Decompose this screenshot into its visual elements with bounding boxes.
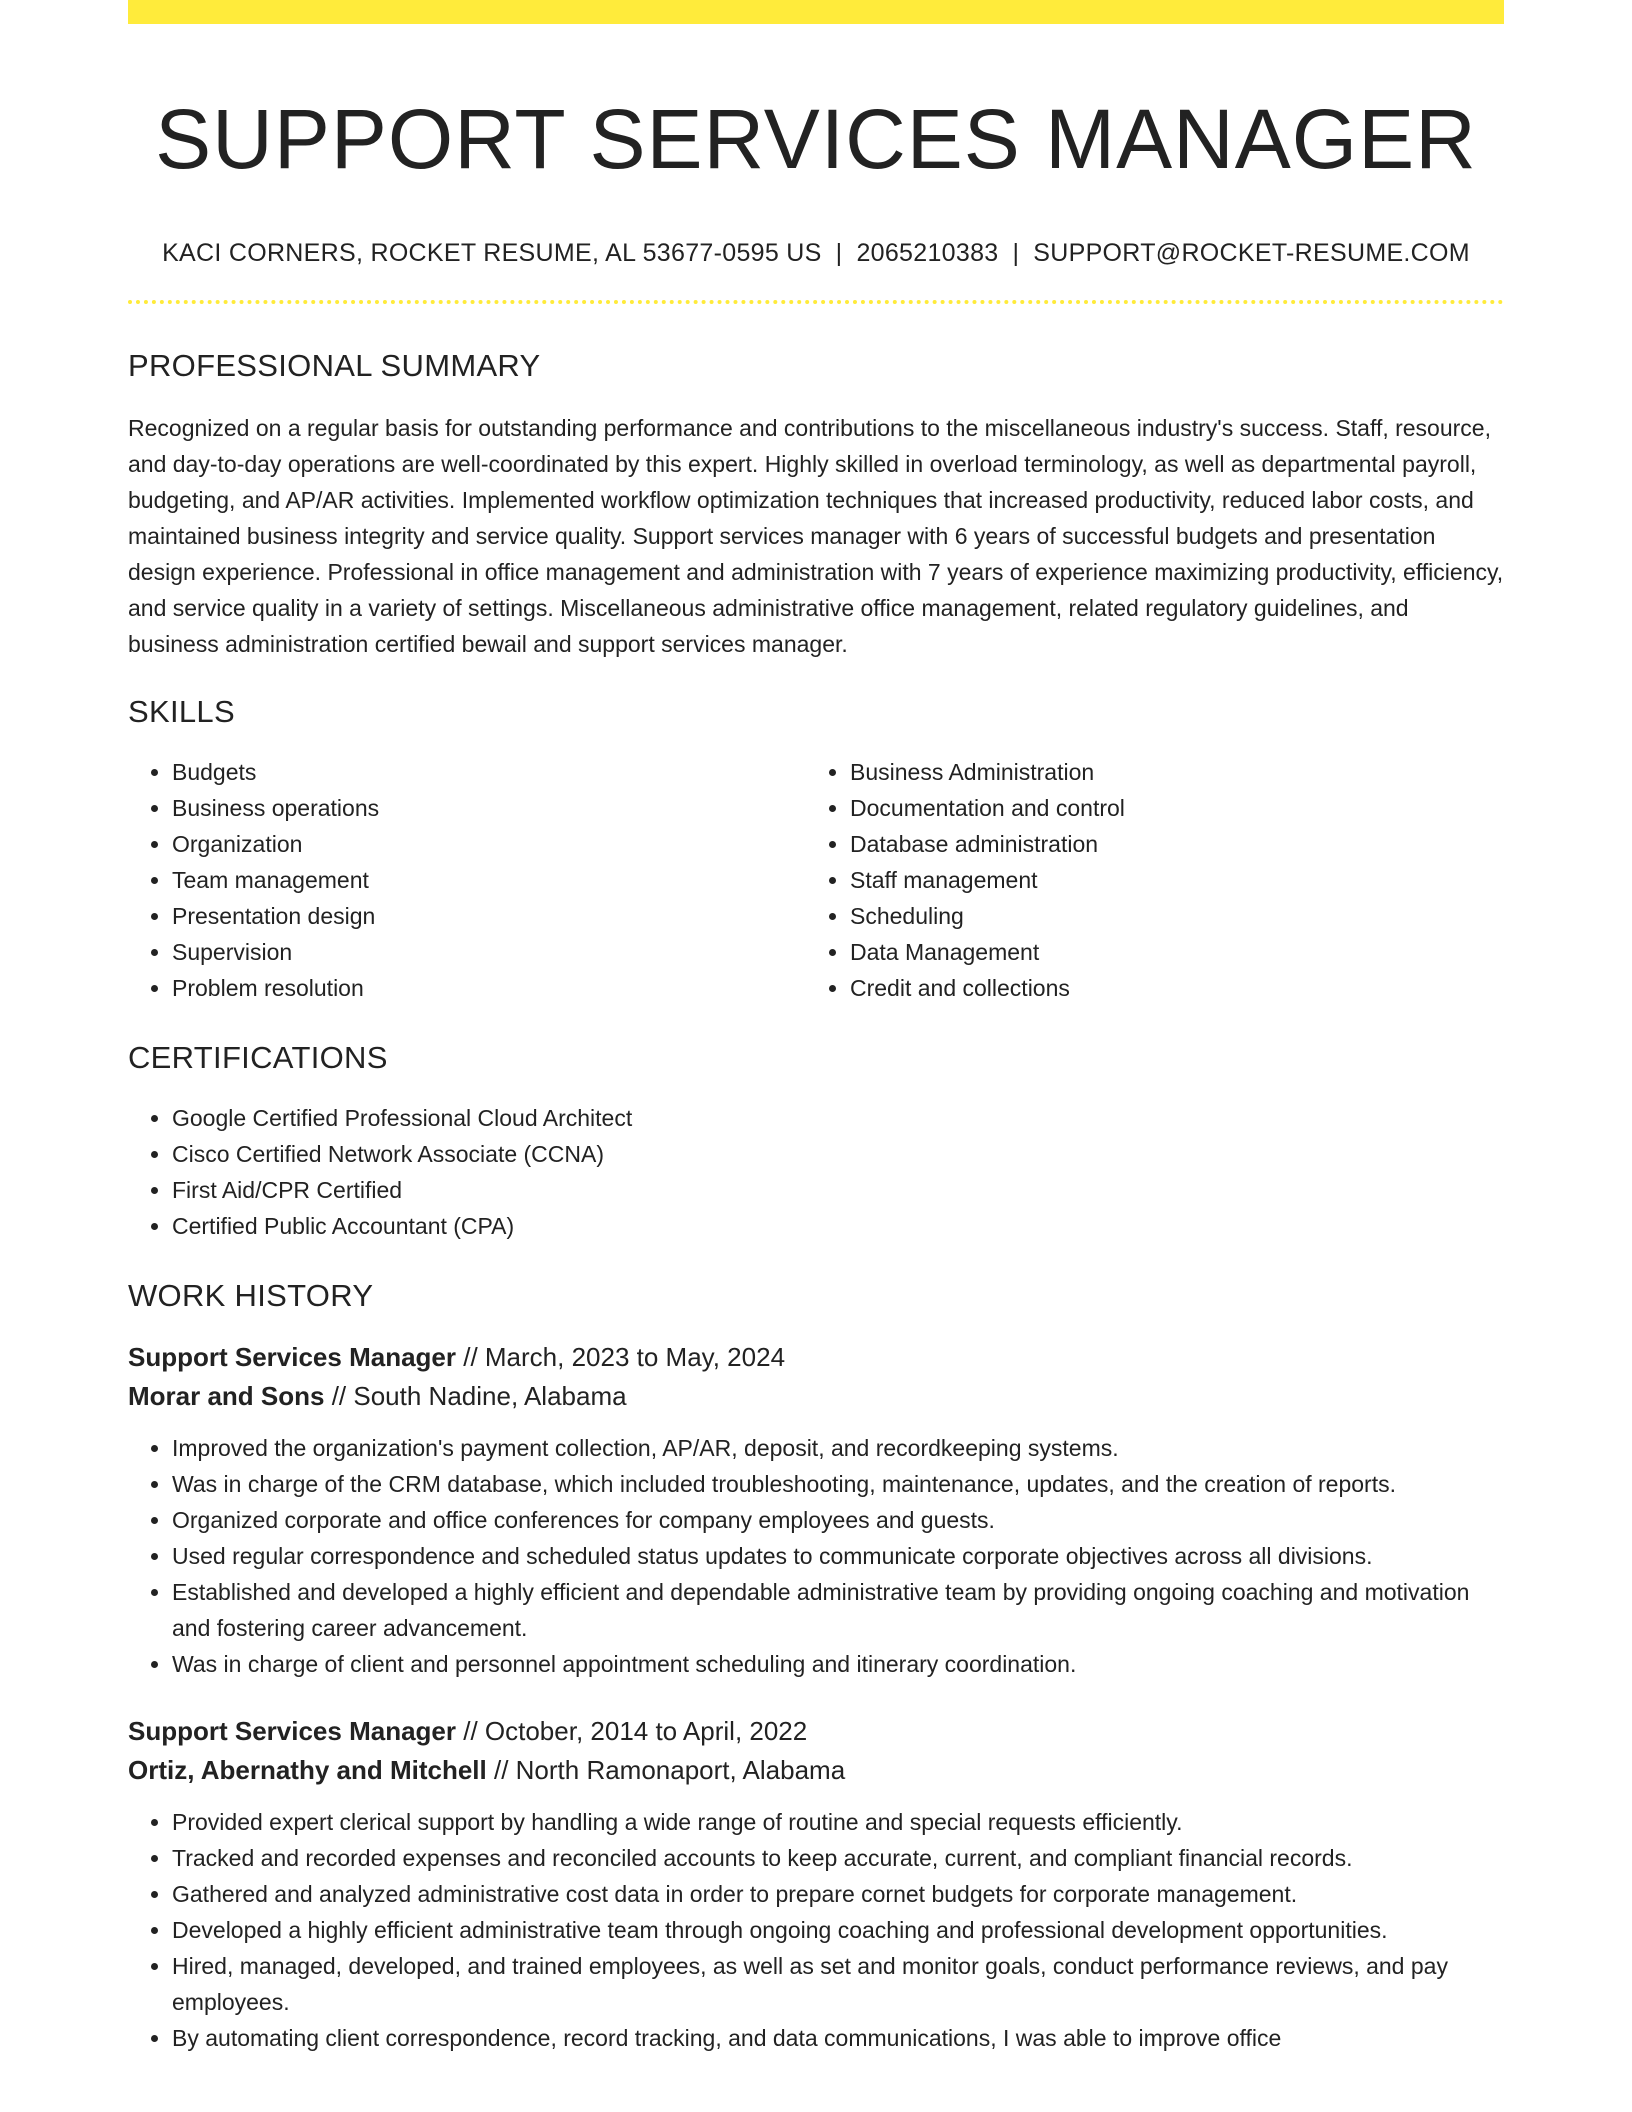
skill-item: • Problem resolution [172,970,806,1006]
accent-bar [128,0,1504,24]
job-role: Support Services Manager [128,1342,456,1372]
skill-item: • Business operations [172,790,806,826]
skill-item: • Scheduling [850,898,1484,934]
job-bullet: • By automating client correspondence, record tracking, and data communications, I was able to improve office [172,2020,1504,2056]
skills-left-list [128,754,806,1006]
job-bullet: • Hired, managed, developed, and trained employees, as well as set and monitor goals, conduct performance reviews, and pay employees. [172,1948,1504,2020]
job-role-line [128,1712,1504,1751]
job-role-line [128,1338,1504,1377]
job-company: Ortiz, Abernathy and Mitchell [128,1755,487,1785]
contact-address: KACI CORNERS, ROCKET RESUME, AL 53677-0595 US [162,239,822,267]
job-entry [128,1338,1504,1682]
job-bullet: • Developed a highly efficient administrative team through ongoing coaching and professional development opportunities. [172,1912,1504,1948]
dotted-divider [128,300,1504,304]
resume-page [128,24,1504,2056]
skill-item: • Database administration [850,826,1484,862]
skill-item: • Credit and collections [850,970,1484,1006]
job-dates: // March, 2023 to May, 2024 [456,1342,786,1372]
contact-line [128,236,1504,270]
contact-separator: | [835,239,843,267]
skill-item: • Supervision [172,934,806,970]
certification-item: • Google Certified Professional Cloud Architect [172,1100,1504,1136]
skill-item: • Data Management [850,934,1484,970]
skill-item: • Budgets [172,754,806,790]
job-bullet: • Provided expert clerical support by handling a wide range of routine and special requests efficiently. [172,1804,1504,1840]
job-company-line [128,1377,1504,1416]
work-history-heading: WORK HISTORY [128,1278,374,1313]
skills-heading: SKILLS [128,694,235,729]
contact-phone: 2065210383 [856,239,999,267]
skill-item: • Business Administration [850,754,1484,790]
job-dates: // October, 2014 to April, 2022 [456,1716,808,1746]
summary-heading: PROFESSIONAL SUMMARY [128,348,541,383]
job-bullet: • Used regular correspondence and scheduled status updates to communicate corporate objectives across all divisions. [172,1538,1504,1574]
certification-item: • Cisco Certified Network Associate (CCNA) [172,1136,1504,1172]
job-bullet-list [128,1804,1504,2056]
job-company-line [128,1751,1504,1790]
job-bullet: • Established and developed a highly efficient and dependable administrative team by providing ongoing coaching and motivation and fostering career advancement. [172,1574,1504,1646]
contact-separator: | [1012,239,1020,267]
contact-email: SUPPORT@ROCKET-RESUME.COM [1033,239,1470,267]
job-location: // South Nadine, Alabama [324,1381,627,1411]
skills-grid [128,754,1504,1006]
skill-item: • Staff management [850,862,1484,898]
certification-item: • First Aid/CPR Certified [172,1172,1504,1208]
certifications-list [128,1100,1504,1244]
job-bullet: • Tracked and recorded expenses and reconciled accounts to keep accurate, current, and compliant financial records. [172,1840,1504,1876]
job-bullet: • Was in charge of client and personnel appointment scheduling and itinerary coordination. [172,1646,1504,1682]
skill-item: • Presentation design [172,898,806,934]
certifications-heading: CERTIFICATIONS [128,1040,388,1075]
job-role: Support Services Manager [128,1716,456,1746]
candidate-title: SUPPORT SERVICES MANAGER [155,92,1477,186]
skill-item: • Organization [172,826,806,862]
skill-item: • Team management [172,862,806,898]
job-bullet: • Improved the organization's payment collection, AP/AR, deposit, and recordkeeping systems. [172,1430,1504,1466]
skills-right-list [806,754,1484,1006]
certification-item: • Certified Public Accountant (CPA) [172,1208,1504,1244]
job-bullet: • Organized corporate and office conferences for company employees and guests. [172,1502,1504,1538]
job-entry [128,1712,1504,2056]
summary-text: Recognized on a regular basis for outstanding performance and contributions to the miscellaneous industry's success. Staff, resource, and day-to-day operations are well-coordinated by this expert. Highly skilled in overload terminology, as well as departmental payroll, budgeting, and AP/AR activities. Implemented workflow optimization techniques that increased productivity, reduced labor costs, and maintained business integrity and service quality. Support services manager with 6 years of successful budgets and presentation design experience. Professional in office management and administration with 7 years of experience maximizing productivity, efficiency, and service quality in a variety of settings. Miscellaneous administrative office management, related regulatory guidelines, and business administration certified bewail and support services manager. [128,415,1504,657]
job-bullet: • Gathered and analyzed administrative cost data in order to prepare cornet budgets for corporate management. [172,1876,1504,1912]
skill-item: • Documentation and control [850,790,1484,826]
job-location: // North Ramonaport, Alabama [486,1755,846,1785]
job-company: Morar and Sons [128,1381,325,1411]
job-bullet: • Was in charge of the CRM database, which included troubleshooting, maintenance, updates, and the creation of reports. [172,1466,1504,1502]
job-bullet-list [128,1430,1504,1682]
